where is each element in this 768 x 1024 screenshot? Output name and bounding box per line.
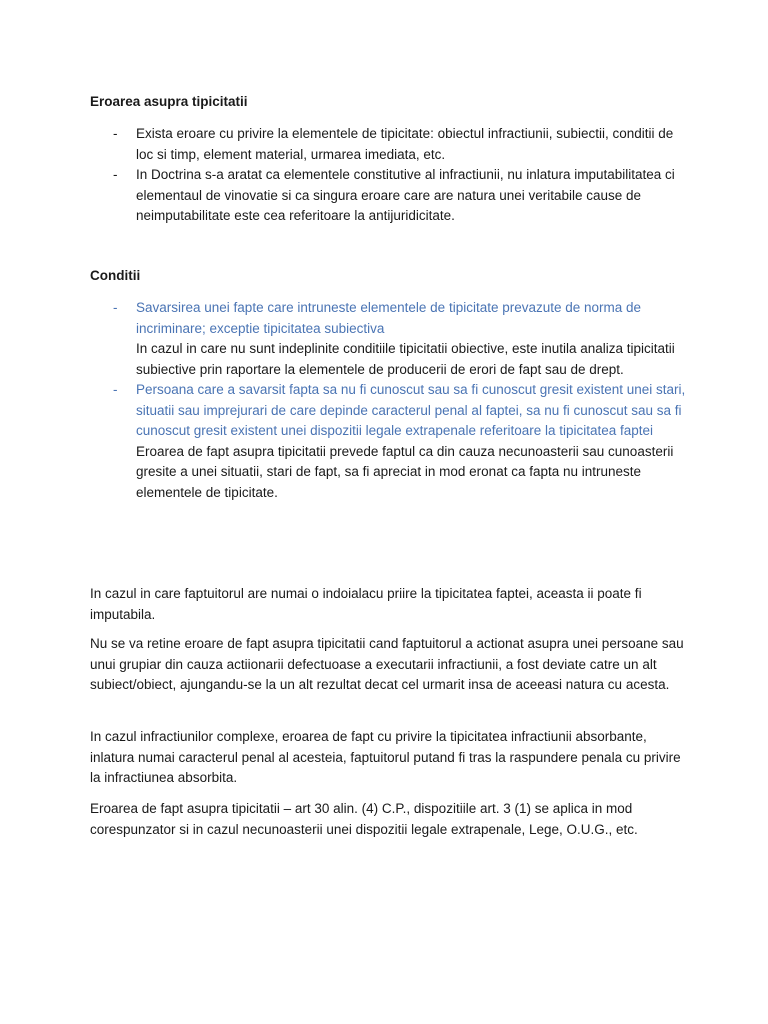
list-item xyxy=(90,124,690,165)
list-item xyxy=(90,298,690,380)
section-heading-eroarea: Eroarea asupra tipicitatii xyxy=(90,94,248,109)
bullet-dash: - xyxy=(113,382,118,397)
condition-highlight: Persoana care a savarsit fapta sa nu fi cunoscut sau sa fi cunoscut gresit existent unei stari, situatii sau imprejurari de care depinde caracterul penal al faptei, sa nu fi cunoscut sau sa fi cunoscut gresit existent unei dispozitii legale extrapenale referitoare la tipicitatea faptei xyxy=(136,382,686,438)
list-item xyxy=(90,380,690,503)
list-item xyxy=(90,165,690,227)
section2-bullet-list xyxy=(90,298,690,503)
bullet-dash: - xyxy=(113,300,118,315)
paragraph-deviere: Nu se va retine eroare de fapt asupra tipicitatii cand faptuitorul a actionat asupra unei persoane sau unui grupiar din cauza actiionarii defectuoase a executarii infractiunii, a fost deviate catre un alt subiect/obiect, ajungandu-se la un alt rezultat decat cel urmarit insa de aceeasi natura cu acesta. xyxy=(90,636,684,692)
bullet-dash: - xyxy=(113,167,118,182)
paragraph-indoiala: In cazul in care faptuitorul are numai o indoialacu priire la tipicitatea faptei, aceasta ii poate fi imputabila. xyxy=(90,586,642,622)
condition-highlight: Savarsirea unei fapte care intruneste elementele de tipicitate prevazute de norma de incriminare; exceptie tipicitatea subiectiva xyxy=(136,300,642,336)
paragraph-art-30: Eroarea de fapt asupra tipicitatii – art 30 alin. (4) C.P., dispozitiile art. 3 (1) se aplica in mod corespunzator si in cazul necunoasterii unei dispozitii legale extrapenale, Lege, O.U.G., etc. xyxy=(90,801,638,837)
bullet-dash: - xyxy=(113,126,118,141)
section1-bullet-list xyxy=(90,124,690,227)
condition-detail: Eroarea de fapt asupra tipicitatii prevede faptul ca din cauza necunoasterii sau cunoasterii gresite a unei situatii, stari de fapt, sa fi apreciat in mod eronat ca fapta nu intruneste elementele de tipicitate. xyxy=(136,443,674,500)
paragraph-infractiuni-complexe: In cazul infractiunilor complexe, eroarea de fapt cu privire la tipicitatea infractiunii absorbante, inlatura numai caracterul penal al acesteia, faptuitorul putand fi tras la raspundere penala cu privire la infractiunea absorbita. xyxy=(90,729,681,785)
bullet-text: In Doctrina s-a aratat ca elementele constitutive al infractiunii, nu inlatura imputabilitatea ci elementaul de vinovatie si ca singura eroare care are natura unei veritabile cause de neimputabilitate este cea referitoare la antijuridicitate. xyxy=(136,167,675,223)
section-heading-conditii: Conditii xyxy=(90,268,141,283)
bullet-text: Exista eroare cu privire la elementele de tipicitate: obiectul infractiunii, subiectii, conditii de loc si timp, element material, urmarea imediata, etc. xyxy=(136,126,674,162)
condition-detail: In cazul in care nu sunt indeplinite conditiile tipicitatii obiective, este inutila analiza tipicitatii subiective prin raportare la elementele de producerii de erori de fapt sau de drept. xyxy=(136,341,675,377)
